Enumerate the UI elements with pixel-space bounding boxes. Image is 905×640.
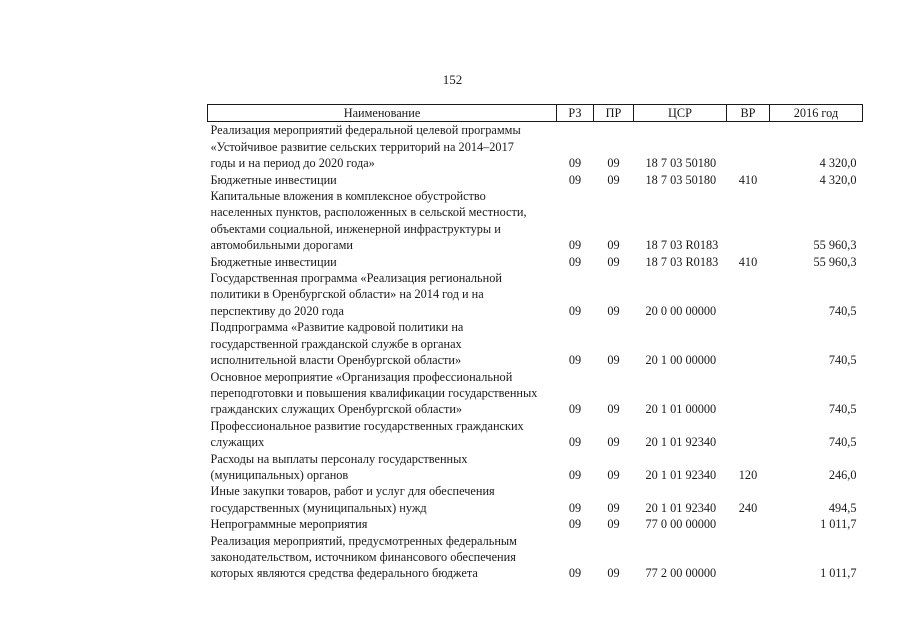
- row-vr: 240: [738, 500, 758, 515]
- row-name: Подпрограмма «Развитие кадровой политики на государственной гражданской службе в органах исполнительной власти Оренбургской области»: [210, 320, 464, 368]
- row-rz: 09: [568, 402, 582, 417]
- row-csr: 18 7 03 50180: [645, 172, 717, 187]
- row-csr: 20 1 00 00000: [645, 353, 717, 368]
- row-vr: [727, 270, 770, 319]
- table-row: [208, 483, 863, 516]
- header-csr: ЦСР: [634, 105, 727, 122]
- row-name: Реализация мероприятий, предусмотренных федеральным законодательством, источником финансового обеспечения которых являются средства федерального бюджета: [210, 533, 517, 581]
- row-csr: 20 1 01 92340: [645, 435, 717, 450]
- row-csr: 20 1 01 92340: [645, 467, 717, 482]
- row-pr: 09: [607, 353, 620, 368]
- table-body: [208, 122, 863, 582]
- row-vr: [727, 122, 770, 172]
- row-rz: 09: [568, 467, 582, 482]
- row-name: Бюджетные инвестиции: [210, 254, 337, 269]
- row-pr: 09: [607, 435, 620, 450]
- row-rz: 09: [568, 500, 582, 515]
- row-amount: 1 011,7: [820, 566, 857, 581]
- row-pr: 09: [607, 156, 620, 171]
- row-csr: 20 0 00 00000: [645, 303, 717, 318]
- row-amount: 740,5: [828, 353, 857, 368]
- row-amount: 1 011,7: [820, 517, 857, 532]
- row-vr: [727, 418, 770, 451]
- row-name: Реализация мероприятий федеральной целевой программы «Устойчивое развитие сельских территорий на 2014–2017 годы и на период до 2020 года»: [210, 123, 521, 171]
- header-rz: РЗ: [557, 105, 594, 122]
- row-pr: 09: [607, 566, 620, 581]
- row-name: Расходы на выплаты персоналу государственных (муниципальных) органов: [210, 451, 468, 482]
- row-amount: 4 320,0: [819, 156, 857, 171]
- row-vr: 410: [738, 254, 758, 269]
- row-pr: 09: [607, 517, 620, 532]
- row-csr: 18 7 03 R0183: [645, 254, 719, 269]
- row-rz: 09: [568, 435, 582, 450]
- row-csr: 18 7 03 R0183: [645, 238, 719, 253]
- row-rz: 09: [568, 303, 582, 318]
- table-row: [208, 188, 863, 254]
- row-amount: 494,5: [828, 500, 857, 515]
- header-row: [208, 105, 863, 122]
- header-year: 2016 год: [770, 105, 863, 122]
- row-amount: 740,5: [828, 435, 857, 450]
- row-amount: 740,5: [828, 303, 857, 318]
- row-amount: 55 960,3: [813, 238, 857, 253]
- header-vr: ВР: [727, 105, 770, 122]
- row-csr: 77 2 00 00000: [645, 566, 717, 581]
- row-amount: 740,5: [828, 402, 857, 417]
- table-row: [208, 122, 863, 172]
- row-pr: 09: [607, 254, 620, 269]
- row-rz: 09: [568, 156, 582, 171]
- budget-table: [207, 104, 863, 582]
- row-csr: 20 1 01 00000: [645, 402, 717, 417]
- row-rz: 09: [568, 172, 582, 187]
- row-vr: 410: [738, 172, 758, 187]
- row-pr: 09: [607, 402, 620, 417]
- row-csr: 18 7 03 50180: [645, 156, 717, 171]
- row-rz: 09: [568, 254, 582, 269]
- header-pr: ПР: [594, 105, 634, 122]
- page-number: 152: [442, 72, 463, 87]
- header-name: Наименование: [208, 105, 557, 122]
- row-rz: 09: [568, 353, 582, 368]
- row-vr: 120: [738, 467, 758, 482]
- row-pr: 09: [607, 303, 620, 318]
- table-header: [208, 105, 863, 122]
- row-name: Бюджетные инвестиции: [210, 172, 337, 187]
- table-row: [208, 319, 863, 368]
- table-row: [208, 418, 863, 451]
- row-name: Государственная программа «Реализация региональной политики в Оренбургской области» на 2014 год и на перспективу до 2020 года: [210, 271, 502, 318]
- table-row: [208, 270, 863, 319]
- row-pr: 09: [607, 467, 620, 482]
- row-vr: [727, 188, 770, 254]
- row-csr: 77 0 00 00000: [645, 517, 717, 532]
- table-row: [208, 451, 863, 484]
- row-name: Непрограммные мероприятия: [210, 517, 368, 532]
- row-vr: [727, 533, 770, 582]
- row-name: Иные закупки товаров, работ и услуг для обеспечения государственных (муниципальных) нужд: [210, 484, 495, 515]
- row-vr: [727, 369, 770, 418]
- row-name: Основное мероприятие «Организация профессиональной переподготовки и повышения квалификации государственных гражданских служащих Оренбургской области»: [210, 369, 538, 417]
- row-rz: 09: [568, 238, 582, 253]
- table-row: [208, 533, 863, 582]
- row-amount: 4 320,0: [819, 172, 857, 187]
- row-name: Профессиональное развитие государственных гражданских служащих: [210, 418, 524, 450]
- table-row: [208, 369, 863, 418]
- table-row: [208, 516, 863, 532]
- row-rz: 09: [568, 517, 582, 532]
- table-row: [208, 254, 863, 270]
- row-pr: 09: [607, 172, 620, 187]
- row-pr: 09: [607, 238, 620, 253]
- row-vr: [727, 319, 770, 368]
- row-amount: 55 960,3: [813, 254, 857, 269]
- row-csr: 20 1 01 92340: [645, 500, 717, 515]
- row-pr: 09: [607, 500, 620, 515]
- row-name: Капитальные вложения в комплексное обустройство населенных пунктов, расположенных в сельской местности, объектами социальной, инженерной инфраструктуры и автомобильными дорогами: [210, 189, 527, 253]
- row-rz: 09: [568, 566, 582, 581]
- row-vr: [727, 516, 770, 532]
- row-amount: 246,0: [828, 467, 857, 482]
- table-row: [208, 172, 863, 188]
